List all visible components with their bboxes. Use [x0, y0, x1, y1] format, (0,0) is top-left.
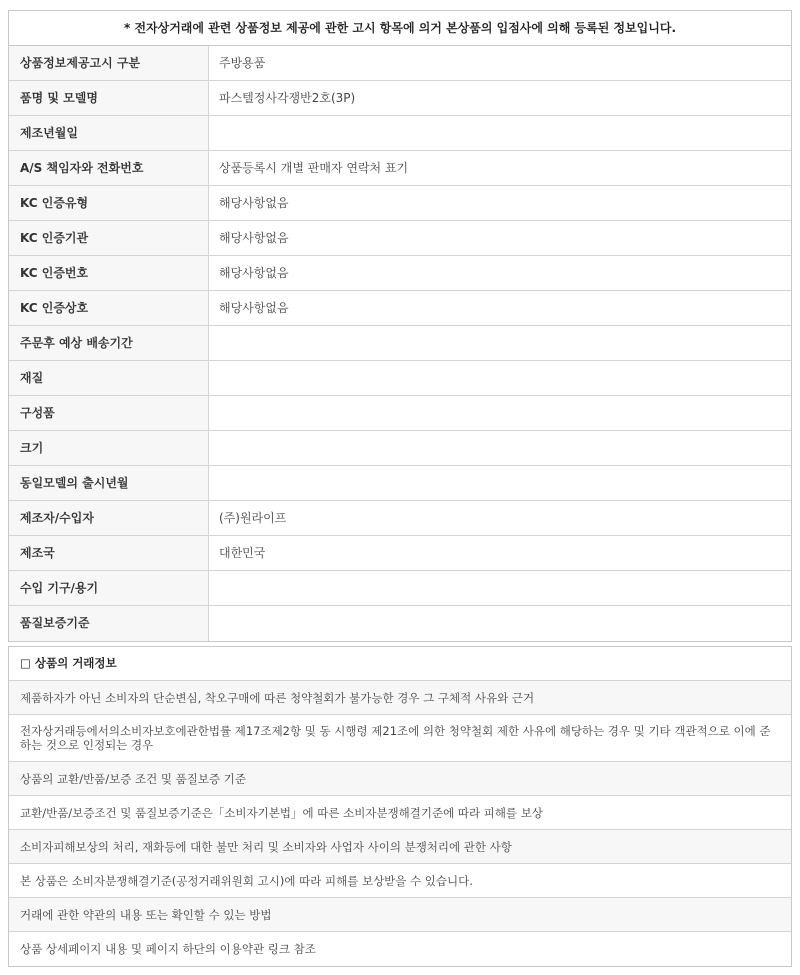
row-label: KC 인증상호 — [9, 291, 209, 325]
table-row — [9, 81, 791, 116]
trade-info-section — [8, 646, 792, 967]
row-label: 크기 — [9, 431, 209, 465]
row-value: 대한민국 — [219, 546, 266, 560]
row-value — [209, 116, 791, 150]
row-value — [209, 396, 791, 430]
row-label: 제조자/수입자 — [9, 501, 209, 535]
trade-question: 제품하자가 아닌 소비자의 단순변심, 착오구매에 따른 청약철회가 불가능한 경우 그 구체적 사유와 근거 — [9, 681, 791, 715]
row-label: 제조년월일 — [9, 116, 209, 150]
row-label: 품질보증기준 — [9, 606, 209, 641]
row-label: 구성품 — [9, 396, 209, 430]
table-row — [9, 466, 791, 501]
table-row — [9, 361, 791, 396]
trade-question: 상품의 교환/반품/보증 조건 및 품질보증 기준 — [9, 762, 791, 796]
row-value: 해당사항없음 — [219, 301, 289, 315]
row-label: 동일모델의 출시년월 — [9, 466, 209, 500]
trade-answer: 상품 상세페이지 내용 및 페이지 하단의 이용약관 링크 참조 — [9, 932, 791, 966]
table-row — [9, 46, 791, 81]
row-value — [209, 466, 791, 500]
row-label: 상품정보제공고시 구분 — [9, 46, 209, 80]
trade-info-title: □ 상품의 거래정보 — [9, 647, 791, 681]
trade-answer: 전자상거래등에서의소비자보호에관한법률 제17조제2항 및 동 시행령 제21조에 의한 청약철회 제한 사유에 해당하는 경우 및 기타 객관적으로 이에 준하는 것으로 인정되는 경우 — [9, 715, 791, 762]
row-value: 주방용품 — [219, 56, 266, 70]
table-row — [9, 501, 791, 536]
row-value: 상품등록시 개별 판매자 연락처 표기 — [219, 161, 409, 175]
table-row — [9, 291, 791, 326]
table-row — [9, 431, 791, 466]
row-value — [209, 606, 791, 641]
row-label: A/S 책임자와 전화번호 — [9, 151, 209, 185]
row-value — [209, 361, 791, 395]
trade-answer: 본 상품은 소비자분쟁해결기준(공정거래위원회 고시)에 따라 피해를 보상받을 수 있습니다. — [9, 864, 791, 898]
notice-banner: * 전자상거래에 관련 상품정보 제공에 관한 고시 항목에 의거 본상품의 입점사에 의해 등록된 정보입니다. — [9, 11, 791, 46]
row-label: 품명 및 모델명 — [9, 81, 209, 115]
table-row — [9, 606, 791, 641]
row-value — [209, 431, 791, 465]
row-value: 해당사항없음 — [219, 266, 289, 280]
row-label: KC 인증유형 — [9, 186, 209, 220]
row-value — [209, 326, 791, 360]
table-row — [9, 256, 791, 291]
row-label: 주문후 예상 배송기간 — [9, 326, 209, 360]
row-value — [209, 571, 791, 605]
trade-answer: 교환/반품/보증조건 및 품질보증기준은「소비자기본법」에 따른 소비자분쟁해결기준에 따라 피해를 보상 — [9, 796, 791, 830]
trade-question: 소비자피해보상의 처리, 재화등에 대한 불만 처리 및 소비자와 사업자 사이의 분쟁처리에 관한 사항 — [9, 830, 791, 864]
row-label: KC 인증기관 — [9, 221, 209, 255]
table-row — [9, 536, 791, 571]
row-value: 해당사항없음 — [219, 196, 289, 210]
table-row — [9, 221, 791, 256]
row-label: 수입 기구/용기 — [9, 571, 209, 605]
row-value: (주)원라이프 — [219, 511, 287, 525]
row-label: 재질 — [9, 361, 209, 395]
row-label: KC 인증번호 — [9, 256, 209, 290]
trade-question: 거래에 관한 약관의 내용 또는 확인할 수 있는 방법 — [9, 898, 791, 932]
table-row — [9, 326, 791, 361]
row-label: 제조국 — [9, 536, 209, 570]
table-row — [9, 571, 791, 606]
table-row — [9, 396, 791, 431]
table-row — [9, 116, 791, 151]
table-row — [9, 186, 791, 221]
row-value: 파스텔정사각쟁반2호(3P) — [219, 91, 356, 105]
product-info-table — [8, 10, 792, 642]
row-value: 해당사항없음 — [219, 231, 289, 245]
table-row — [9, 151, 791, 186]
